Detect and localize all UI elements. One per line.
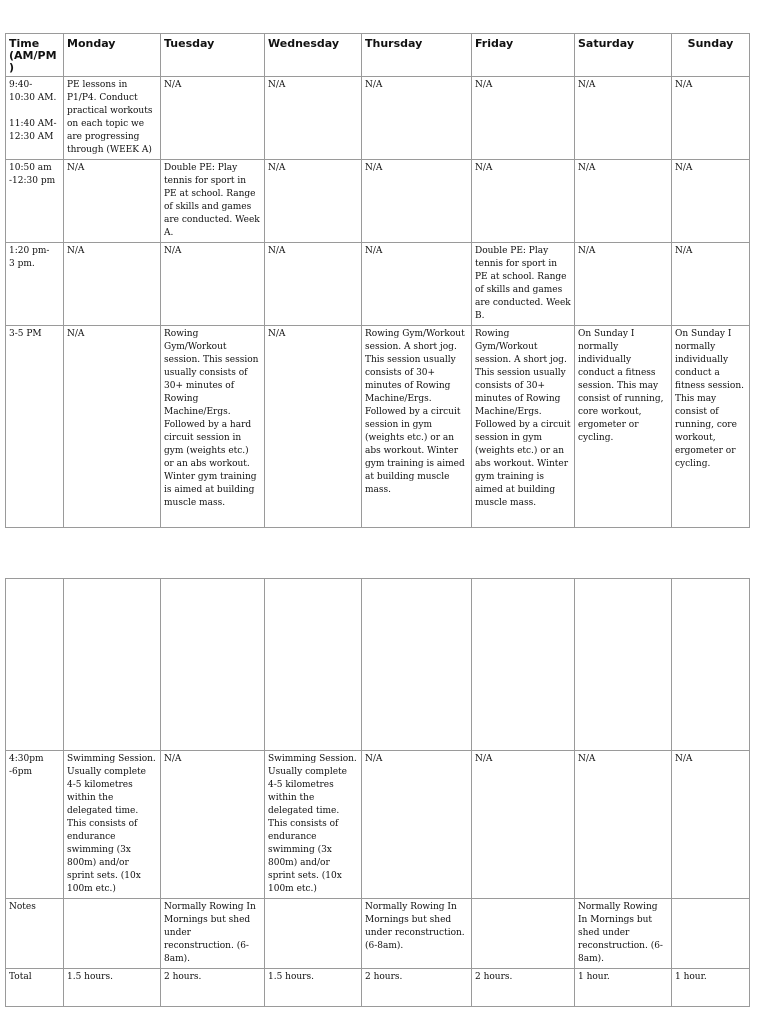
cell-monday: N/A [64,326,161,528]
cell-wednesday: N/A [265,243,362,326]
notes-label: Notes [6,899,64,969]
cell-monday: PE lessons in P1/P4. Conduct practical workouts on each topic we are progressing through (WEEK A) [64,77,161,160]
cell-thursday: Rowing Gym/Workout session. A short jog. This session usually consists of 30+ minutes of Rowing Machine/Ergs. Followed by a circuit session in gym (weights etc.) or an abs workout. Winter gym training is aimed at building muscle mass. [362,326,472,528]
cell-tuesday: Double PE: Play tennis for sport in PE at school. Range of skills and games are conducted. Week A. [161,160,265,243]
cell-saturday: N/A [575,751,672,899]
cell-thursday: 2 hours. [362,969,472,1007]
time-cell: 10:50 am -12:30 pm [6,160,64,243]
cell-saturday: N/A [575,243,672,326]
header-thursday: Thursday [362,34,472,77]
cell-wednesday: N/A [265,326,362,528]
cell-sunday [672,899,750,969]
table-row [6,160,750,243]
cell-friday [472,899,575,969]
header-sunday: Sunday [672,34,750,77]
schedule-table-bottom [5,578,750,1007]
header-tuesday: Tuesday [161,34,265,77]
cell-tuesday [161,579,265,751]
total-row [6,969,750,1007]
header-friday: Friday [472,34,575,77]
cell-sunday: N/A [672,160,750,243]
cell-sunday: On Sunday I normally individually conduct a fitness session. This may consist of running, core workout, ergometer or cycling. [672,326,750,528]
cell-saturday: On Sunday I normally individually conduct a fitness session. This may consist of running, core workout, ergometer or cycling. [575,326,672,528]
table-row [6,243,750,326]
cell-thursday: N/A [362,160,472,243]
cell-wednesday [265,579,362,751]
cell-tuesday: N/A [161,77,265,160]
cell-friday [472,579,575,751]
cell-saturday: Normally Rowing In Mornings but shed under reconstruction. (6-8am). [575,899,672,969]
cell-saturday: N/A [575,77,672,160]
cell-friday: N/A [472,160,575,243]
notes-row [6,899,750,969]
cell-monday: N/A [64,160,161,243]
table-row [6,579,750,751]
time-cell: 4:30pm -6pm [6,751,64,899]
time-cell: 3-5 PM [6,326,64,528]
cell-wednesday: Swimming Session. Usually complete 4-5 kilometres within the delegated time. This consists of endurance swimming (3x 800m) and/or sprint sets. (10x 100m etc.) [265,751,362,899]
header-wednesday: Wednesday [265,34,362,77]
cell-friday: Double PE: Play tennis for sport in PE at school. Range of skills and games are conducted. Week B. [472,243,575,326]
cell-sunday: N/A [672,751,750,899]
cell-thursday: N/A [362,243,472,326]
header-monday: Monday [64,34,161,77]
cell-friday: Rowing Gym/Workout session. A short jog. This session usually consists of 30+ minutes of Rowing Machine/Ergs. Followed by a circuit session in gym (weights etc.) or an abs workout. Winter gym training is aimed at building muscle mass. [472,326,575,528]
cell-sunday: N/A [672,77,750,160]
cell-wednesday: N/A [265,160,362,243]
cell-saturday: 1 hour. [575,969,672,1007]
table-row [6,77,750,160]
cell-thursday: N/A [362,77,472,160]
cell-monday: N/A [64,243,161,326]
cell-tuesday: N/A [161,751,265,899]
cell-tuesday: N/A [161,243,265,326]
cell-saturday [575,579,672,751]
cell-tuesday: Rowing Gym/Workout session. This session usually consists of 30+ minutes of Rowing Machine/Ergs. Followed by a hard circuit session in gym (weights etc.) or an abs workout. Winter gym training is aimed at building muscle mass. [161,326,265,528]
cell-monday [64,579,161,751]
table-row [6,751,750,899]
header-time: Time (AM/PM ) [6,34,64,77]
cell-wednesday: N/A [265,77,362,160]
schedule-table-top [5,33,750,528]
cell-sunday: 1 hour. [672,969,750,1007]
cell-sunday [672,579,750,751]
cell-thursday: N/A [362,751,472,899]
time-cell: 9:40- 10:30 AM. 11:40 AM- 12:30 AM [6,77,64,160]
cell-saturday: N/A [575,160,672,243]
total-label: Total [6,969,64,1007]
header-saturday: Saturday [575,34,672,77]
cell-monday [64,899,161,969]
cell-wednesday: 1.5 hours. [265,969,362,1007]
cell-friday: N/A [472,77,575,160]
header-row [6,34,750,77]
cell-friday: N/A [472,751,575,899]
cell-tuesday: 2 hours. [161,969,265,1007]
cell-monday: Swimming Session. Usually complete 4-5 kilometres within the delegated time. This consists of endurance swimming (3x 800m) and/or sprint sets. (10x 100m etc.) [64,751,161,899]
time-cell [6,579,64,751]
cell-thursday [362,579,472,751]
cell-thursday: Normally Rowing In Mornings but shed under reconstruction. (6-8am). [362,899,472,969]
table-row [6,326,750,528]
cell-friday: 2 hours. [472,969,575,1007]
cell-wednesday [265,899,362,969]
cell-tuesday: Normally Rowing In Mornings but shed under reconstruction. (6-8am). [161,899,265,969]
cell-sunday: N/A [672,243,750,326]
time-cell: 1:20 pm- 3 pm. [6,243,64,326]
cell-monday: 1.5 hours. [64,969,161,1007]
